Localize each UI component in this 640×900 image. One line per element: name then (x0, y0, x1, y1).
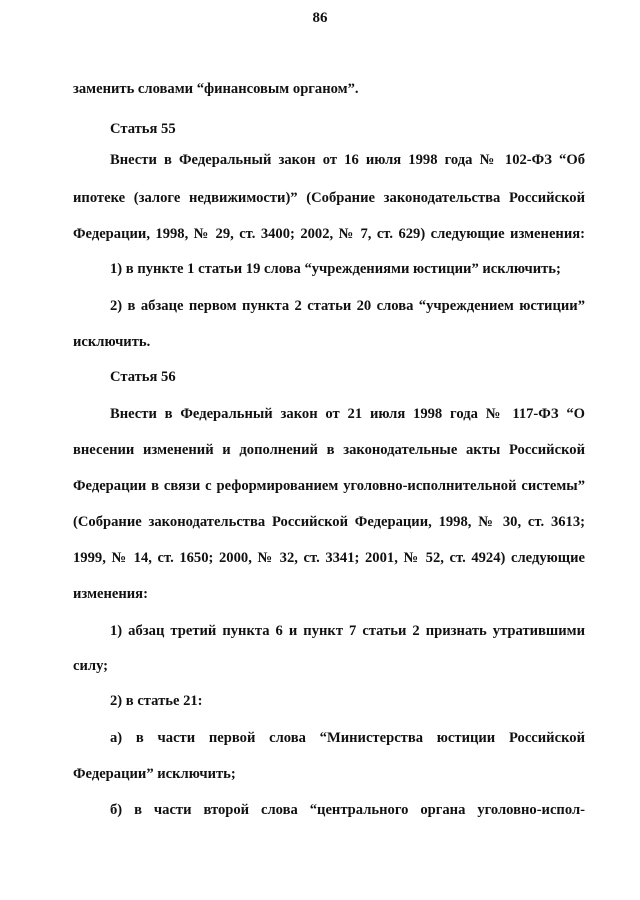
text-line: Внести в Федеральный закон от 16 июля 1998 года № 102-ФЗ “Об (110, 152, 585, 168)
article-heading: Статья 55 (110, 121, 176, 137)
text-line: 1) абзац третий пункта 6 и пункт 7 статьи 2 признать утратившими (110, 623, 585, 639)
text-line: Федерации” исключить; (73, 766, 236, 782)
text-line: изменения: (73, 586, 148, 602)
text-line: 1) в пункте 1 статьи 19 слова “учреждениями юстиции” исключить; (110, 261, 561, 277)
text-line: 1999, № 14, ст. 1650; 2000, № 32, ст. 3341; 2001, № 52, ст. 4924) следующие (73, 550, 585, 566)
text-line: Федерации, 1998, № 29, ст. 3400; 2002, № 7, ст. 629) следующие изменения: (73, 226, 585, 242)
text-line: Федерации в связи с реформированием уголовно-исполнительной системы” (73, 478, 585, 494)
text-line: силу; (73, 658, 109, 674)
text-line: исключить. (73, 334, 151, 350)
text-line: Внести в Федеральный закон от 21 июля 1998 года № 117-ФЗ “О (110, 406, 585, 422)
page-number: 86 (312, 10, 328, 26)
text-line: 2) в абзаце первом пункта 2 статьи 20 слова “учреждением юстиции” (110, 298, 585, 314)
text-line: 2) в статье 21: (110, 693, 203, 709)
text-line: внесении изменений и дополнений в законодательные акты Российской (73, 442, 585, 458)
text-line: заменить словами “финансовым органом”. (73, 81, 359, 97)
text-line: а) в части первой слова “Министерства юстиции Российской (110, 730, 585, 746)
article-heading: Статья 56 (110, 369, 176, 385)
text-line: ипотеке (залоге недвижимости)” (Собрание законодательства Российской (73, 190, 585, 206)
text-line: (Собрание законодательства Российской Федерации, 1998, № 30, ст. 3613; (73, 514, 585, 530)
text-line: б) в части второй слова “центрального органа уголовно-испол- (110, 802, 585, 818)
